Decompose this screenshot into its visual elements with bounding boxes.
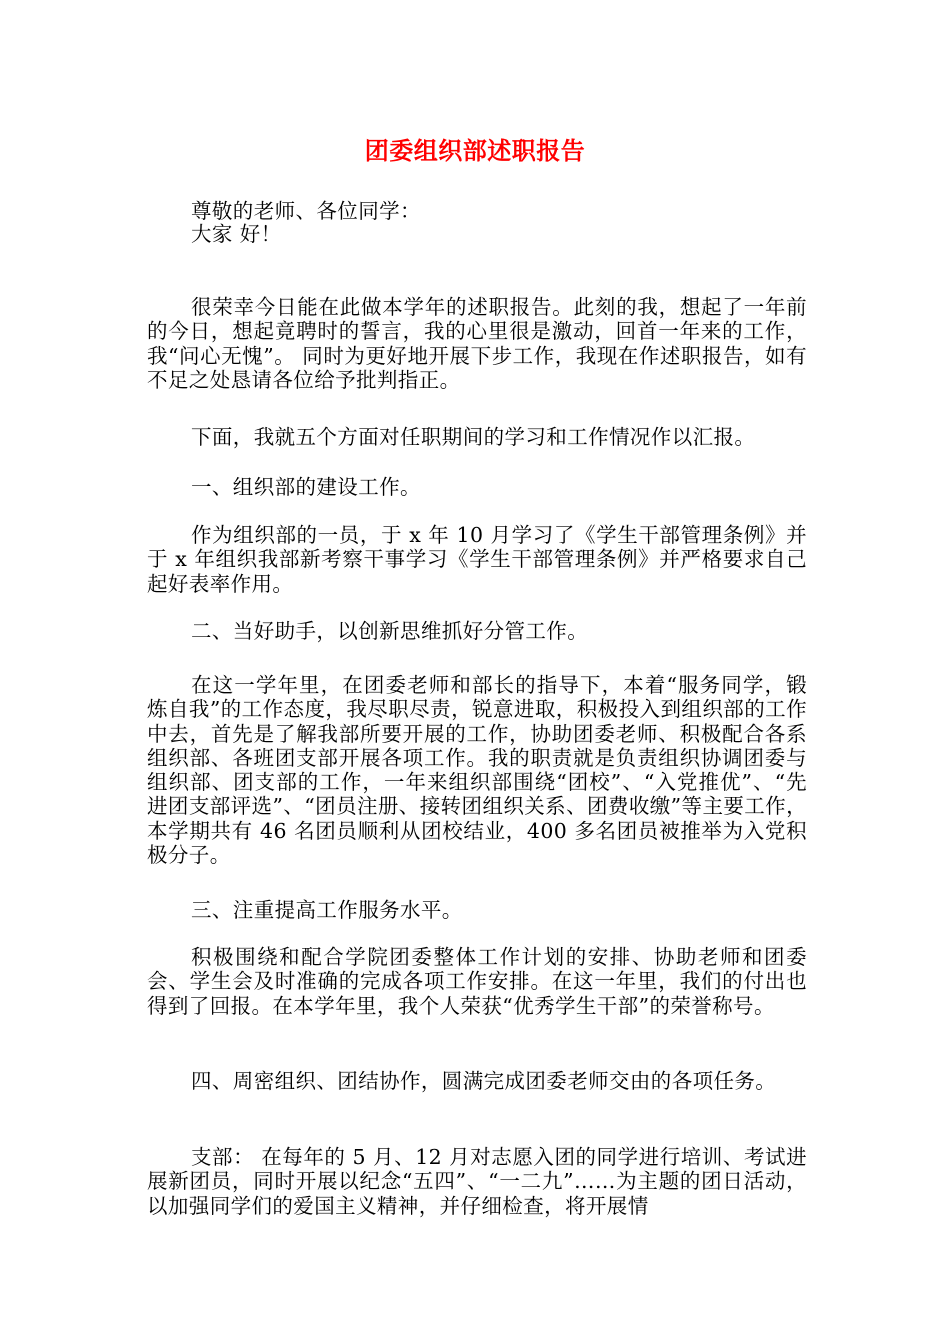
paragraph: 下面，我就五个方面对任职期间的学习和工作情况作以汇报。: [191, 425, 756, 449]
section-3-paragraph: [147, 945, 807, 1018]
section-heading-1: [147, 475, 807, 499]
paragraph: 很荣幸今日能在此做本学年的述职报告。此刻的我，想起了一年前的今日，想起竟聘时的誓言，我的心里很是激动，回首一年来的工作，我“问心无愧”。 同时为更好地开展下步工作，我现在作述职报告，如有不足之处恳请各位给予批判指正。: [147, 295, 807, 392]
paragraph: 作为组织部的一员，于 x 年 10 月学习了《学生干部管理条例》并于 x 年组织我部新考察干事学习《学生干部管理条例》并严格要求自己起好表率作用。: [147, 523, 807, 596]
section-heading: 二、当好助手，以创新思维抓好分管工作。: [191, 619, 589, 643]
paragraph: 在这一学年里，在团委老师和部长的指导下，本着“服务同学，锻炼自我”的工作态度，我尽职尽责，锐意进取，积极投入到组织部的工作中去，首先是了解我部所要开展的工作，协助团委老师、积极配合各系组织部、各班团支部开展各项工作。我的职责就是负责组织协调团委与组织部、团支部的工作，一年来组织部围绕“团校”、“入党推优”、“先进团支部评选”、“团员注册、接转团组织关系、团费收缴”等主要工作，本学期共有 46 名团员顺利从团校结业，400 多名团员被推举为入党积极分子。: [147, 673, 807, 868]
section-heading-3: [147, 898, 807, 922]
section-heading-4: [147, 1069, 807, 1093]
paragraph: 支部： 在每年的 5 月、12 月对志愿入团的同学进行培训、考试进展新团员，同时开展以纪念“五四”、“一二九”……为主题的团日活动，以加强同学们的爱国主义精神，并仔细检查，将开展情: [147, 1145, 807, 1218]
section-heading: 四、周密组织、团结协作，圆满完成团委老师交由的各项任务。: [191, 1069, 777, 1093]
section-1-paragraph: [147, 523, 807, 596]
overview-paragraph: [147, 425, 807, 449]
paragraph: 尊敬的老师、各位同学：: [191, 199, 421, 223]
paragraph: 大家 好！: [191, 222, 282, 246]
section-4-paragraph: [147, 1145, 807, 1218]
document-title: 团委组织部述职报告: [364, 137, 586, 165]
paragraph: 积极围绕和配合学院团委整体工作计划的安排、协助老师和团委会、学生会及时准确的完成各项工作安排。在这一年里，我们的付出也得到了回报。在本学年里，我个人荣获“优秀学生干部”的荣誉称号。: [147, 945, 807, 1018]
section-2-paragraph: [147, 673, 807, 867]
salutation: [147, 199, 807, 223]
section-heading-2: [147, 619, 807, 643]
section-heading: 三、注重提高工作服务水平。: [191, 898, 463, 922]
intro-paragraph: [147, 295, 807, 392]
greeting: [147, 222, 807, 246]
section-heading: 一、组织部的建设工作。: [191, 475, 421, 499]
